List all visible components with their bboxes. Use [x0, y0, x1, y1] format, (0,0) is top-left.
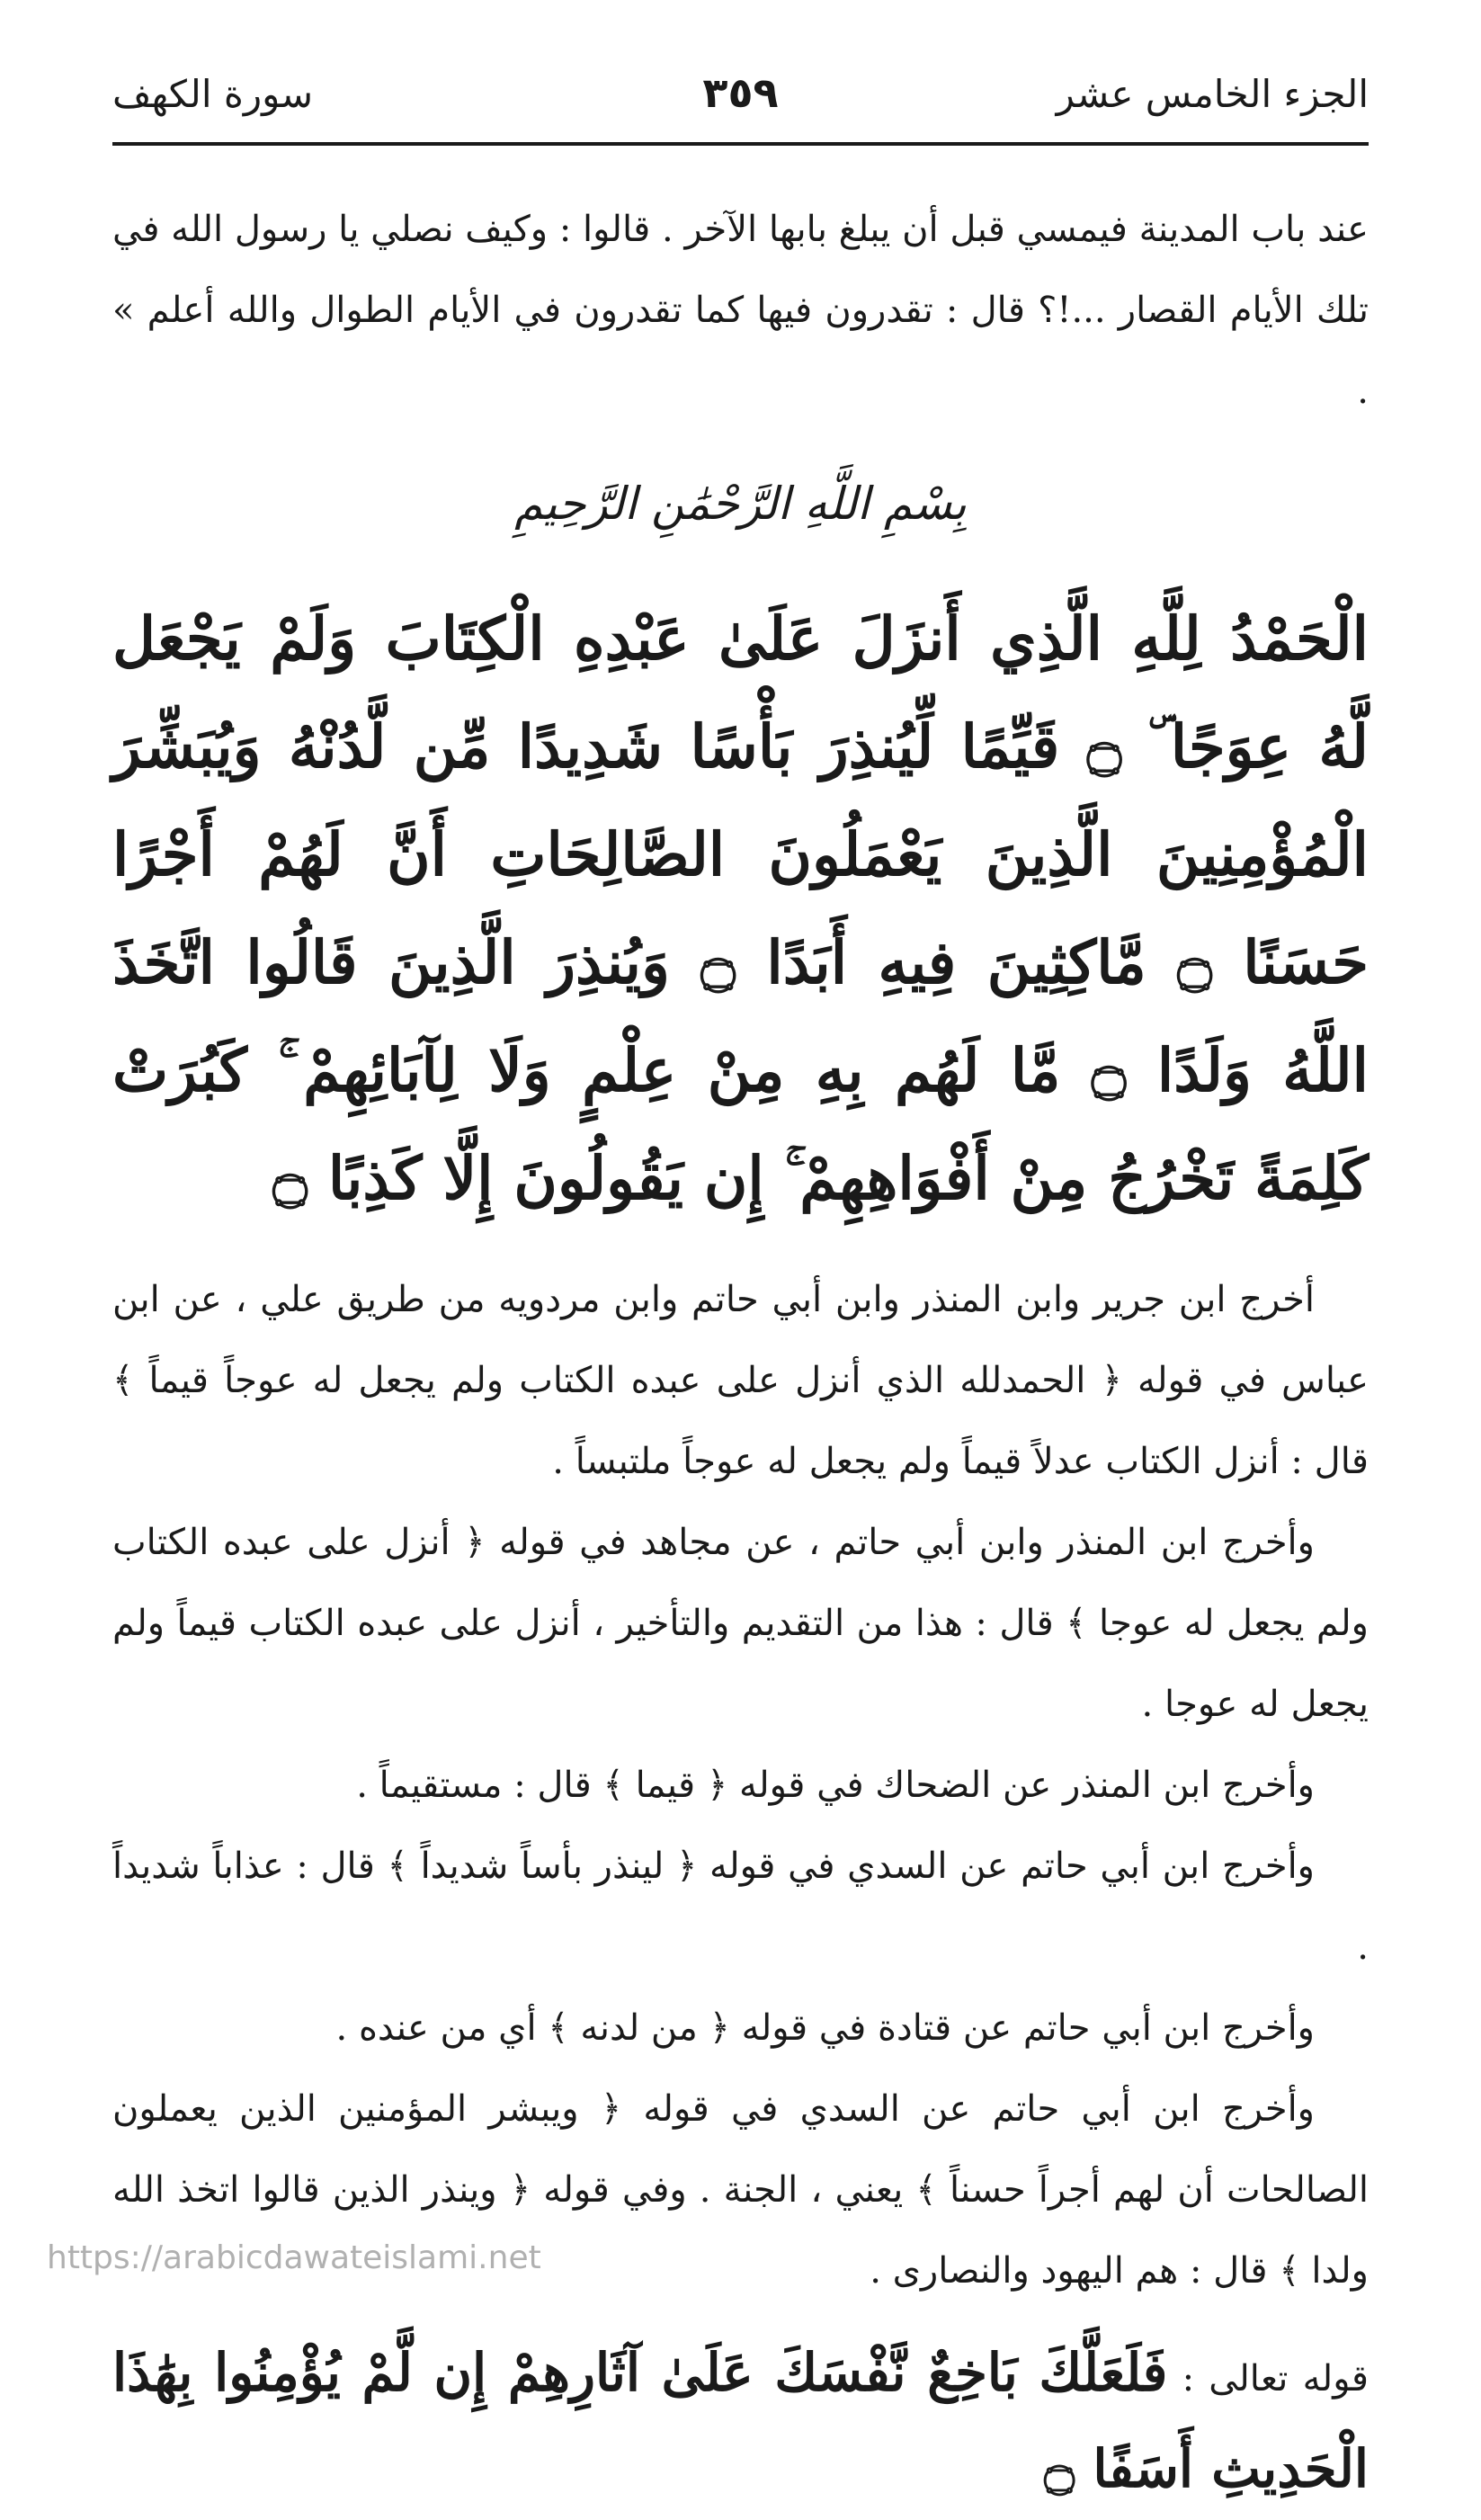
commentary-paragraph-2: وأخرج ابن المنذر وابن أبي حاتم ، عن مجاهد في قوله ﴿ أنزل على عبده الكتاب ولم يجعل له عوجا ﴾ قال : هذا من التقديم والتأخير ، أنزل على عبده الكتاب قيماً ولم يجعل له عوجا .: [112, 1522, 1369, 1725]
commentary-paragraph-5: وأخرج ابن أبي حاتم عن قتادة في قوله ﴿ من لدنه ﴾ أي من عنده .: [335, 2007, 1315, 2049]
commentary-paragraph-1: أخرج ابن جرير وابن المنذر وابن أبي حاتم وابن مردويه من طريق علي ، عن ابن عباس في قوله ﴿ الحمدلله الذي أنزل على عبده الكتاب ولم يجعل له عوجاً قيماً ﴾ قال : أنزل الكتاب عدلاً قيماً ولم يجعل له عوجاً ملتبساً .: [112, 1279, 1369, 1482]
commentary-paragraph-6: وأخرج ابن أبي حاتم عن السدي في قوله ﴿ ويبشر المؤمنين الذين يعملون الصالحات أن لهم أجراً حسناً ﴾ يعني ، الجنة . وفي قوله ﴿ وينذر الذين قالوا اتخذ الله ولدا ﴾ قال : هم اليهود والنصارى .: [112, 2088, 1369, 2292]
header-rule: [112, 142, 1369, 146]
watermark-url: https://arabicdawateislami.net: [47, 2239, 541, 2276]
part-title: الجزء الخامس عشر: [1056, 72, 1369, 116]
intro-paragraph: عند باب المدينة فيمسي قبل أن يبلغ بابها الآخر . قالوا : وكيف نصلي يا رسول الله في تلك الأيام القصار ...!؟ قال : تقدرون فيها كما تقدرون في الأيام الطوال والله أعلم » .: [112, 209, 1369, 412]
next-verse-line: [112, 2328, 1369, 2520]
surah-title: سورة الكهف: [112, 72, 314, 116]
page-header: [112, 63, 1369, 135]
basmala: بِسْمِ اللَّهِ الرَّحْمَٰنِ الرَّحِيمِ: [514, 478, 967, 530]
next-verse-quran: فَلَعَلَّكَ بَاخِعٌ نَّفْسَكَ عَلَىٰ آثَارِهِمْ إِن لَّمْ يُؤْمِنُوا بِهَٰذَا الْحَدِيثِ أَسَفًا ۝: [112, 2342, 1369, 2499]
quran-verses: الْحَمْدُ لِلَّهِ الَّذِي أَنزَلَ عَلَىٰ عَبْدِهِ الْكِتَابَ وَلَمْ يَجْعَل لَّهُ عِوَجًا ۜ ۝ قَيِّمًا لِّيُنذِرَ بَأْسًا شَدِيدًا مِّن لَّدُنْهُ وَيُبَشِّرَ الْمُؤْمِنِينَ الَّذِينَ يَعْمَلُونَ الصَّالِحَاتِ أَنَّ لَهُمْ أَجْرًا حَسَنًا ۝ مَّاكِثِينَ فِيهِ أَبَدًا ۝ وَيُنذِرَ الَّذِينَ قَالُوا اتَّخَذَ اللَّهُ وَلَدًا ۝ مَّا لَهُم بِهِ مِنْ عِلْمٍ وَلَا لِآبَائِهِمْ ۚ كَبُرَتْ كَلِمَةً تَخْرُجُ مِنْ أَفْوَاهِهِمْ ۚ إِن يَقُولُونَ إِلَّا كَذِبًا ۝: [112, 603, 1369, 1213]
commentary-paragraph-3: وأخرج ابن المنذر عن الضحاك في قوله ﴿ قيما ﴾ قال : مستقيماً .: [356, 1765, 1315, 1806]
next-verse-prefix: قوله تعالى :: [1182, 2358, 1369, 2399]
commentary-paragraph-4: وأخرج ابن أبي حاتم عن السدي في قوله ﴿ لينذر بأساً شديداً ﴾ قال : عذاباً شديداً .: [112, 1845, 1369, 1968]
page-number: ٣٥٩: [702, 68, 779, 117]
